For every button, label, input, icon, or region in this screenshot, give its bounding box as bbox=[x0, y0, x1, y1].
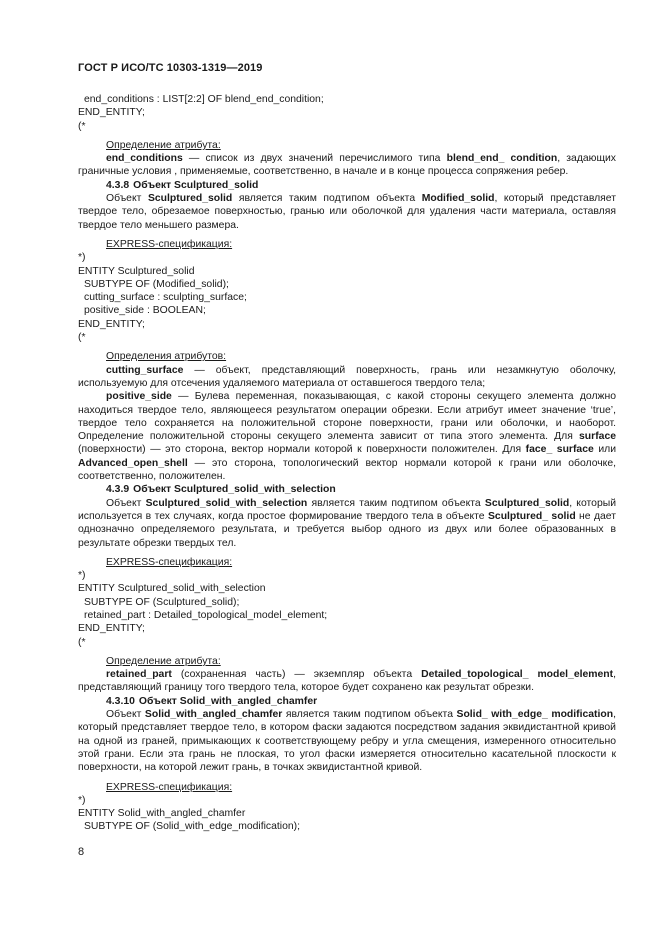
page-number: 8 bbox=[78, 846, 85, 858]
section-heading-4-3-10: 4.3.10 Объект Solid_with_angled_chamfer bbox=[106, 695, 318, 707]
section-paragraph: Объект Sculptured_solid_with_selection является таким подтипом объекта Sculptured_solid, который используется в тех случаях, когда простое формирование твердого тела в объекте Sculptured_ solid не дает однозначно определяемого результата, и требуется выбор одного из двух или более образованных в результате обрезки твердых тел. bbox=[78, 497, 617, 549]
code-line: ENTITY Sculptured_solid bbox=[78, 265, 195, 277]
express-heading: EXPRESS-спецификация: bbox=[106, 556, 233, 568]
code-line: SUBTYPE OF (Sculptured_solid); bbox=[84, 596, 240, 608]
code-line: ENTITY Solid_with_angled_chamfer bbox=[78, 808, 246, 820]
code-line: positive_side : BOOLEAN; bbox=[84, 305, 206, 317]
express-heading: EXPRESS-спецификация: bbox=[106, 238, 233, 250]
attribute-definition: end_conditions — список из двух значений перечислимого типа blend_end_ condition, задающих граничные условия , применяемые, соответственно, в начале и в конце процесса сопряжения ребер. bbox=[78, 153, 617, 178]
express-heading: EXPRESS-спецификация: bbox=[106, 781, 233, 793]
section-heading-4-3-8: 4.3.8 Объект Sculptured_solid bbox=[106, 179, 259, 191]
code-line: *) bbox=[78, 252, 86, 264]
definition-heading: Определение атрибута: bbox=[106, 139, 221, 151]
code-line: END_ENTITY; bbox=[78, 623, 145, 635]
attribute-definition: retained_part (сохраненная часть) — экземпляр объекта Detailed_topological_ model_element, представляющий границу того твердого тела, которое будет сохранено как результат обрезки. bbox=[78, 669, 616, 694]
attribute-definition: cutting_surface — объект, представляющий поверхность, грань или незамкнутую оболочку, используемую для отсечения удаляемого материала от оставшегося твердого тела; bbox=[78, 364, 616, 389]
section-paragraph: Объект Solid_with_angled_chamfer является таким подтипом объекта Solid_ with_edge_ modification, который представляет твердое тело, в котором фаски задаются посредством задания эквидистантной кривой на одной из граней, примыкающих к соответствующему ребру и угла смещения, измеренного относительно этой грани. Если эта грань не плоская, то угол фаски измеряется относительно касательной плоскости к поверхности, на которой лежит грань, в точках эквидистантной кривой. bbox=[78, 709, 616, 774]
definition-heading: Определения атрибутов: bbox=[106, 351, 227, 363]
code-line: (* bbox=[78, 636, 86, 648]
code-line: *) bbox=[78, 570, 86, 582]
code-line: END_ENTITY; bbox=[78, 107, 145, 119]
section-paragraph: Объект Sculptured_solid является таким подтипом объекта Modified_solid, который представляет твердое тело, обрезаемое поверхностью, гранью или оболочкой для удаления части материала, оставляя твердое тело меньшего размера. bbox=[78, 193, 616, 231]
definition-heading: Определение атрибута: bbox=[106, 655, 221, 667]
code-line: retained_part : Detailed_topological_model_element; bbox=[84, 609, 328, 621]
code-line: END_ENTITY; bbox=[78, 318, 145, 330]
code-line: SUBTYPE OF (Solid_with_edge_modification); bbox=[84, 821, 300, 833]
section-heading-4-3-9: 4.3.9 Объект Sculptured_solid_with_selection bbox=[106, 484, 336, 496]
code-line: (* bbox=[78, 120, 86, 132]
code-line: ENTITY Sculptured_solid_with_selection bbox=[78, 583, 266, 595]
code-line: SUBTYPE OF (Modified_solid); bbox=[84, 278, 229, 290]
attribute-definition: positive_side — Булева переменная, показывающая, с какой стороны секущего элемента должно находиться твердое тело, являющееся результатом операции обрезки. Если атрибут имеет значение ‘true’, твердое тело сохраняется на положительной стороне поверхности, грани или оболочки, и наоборот. Определение положительной стороны секущего элемента зависит от типа этого элемента. Для surface (поверхности) — это сторона, вектор нормали которой к поверхности положителен. Для face_ surface или Advanced_open_shell — это сторона, топологический вектор нормали которой к грани или оболочке, соответственно, положителен. bbox=[78, 391, 616, 483]
code-line: end_conditions : LIST[2:2] OF blend_end_condition; bbox=[84, 94, 324, 105]
code-line: *) bbox=[78, 794, 86, 806]
code-line: (* bbox=[78, 332, 86, 344]
page-header: ГОСТ Р ИСО/ТС 10303-1319—2019 bbox=[78, 62, 263, 74]
type-term: blend_end_ condition bbox=[446, 153, 558, 165]
page-content bbox=[78, 93, 616, 834]
code-line: cutting_surface : sculpting_surface; bbox=[84, 292, 247, 304]
attribute-term: end_conditions bbox=[106, 153, 183, 165]
